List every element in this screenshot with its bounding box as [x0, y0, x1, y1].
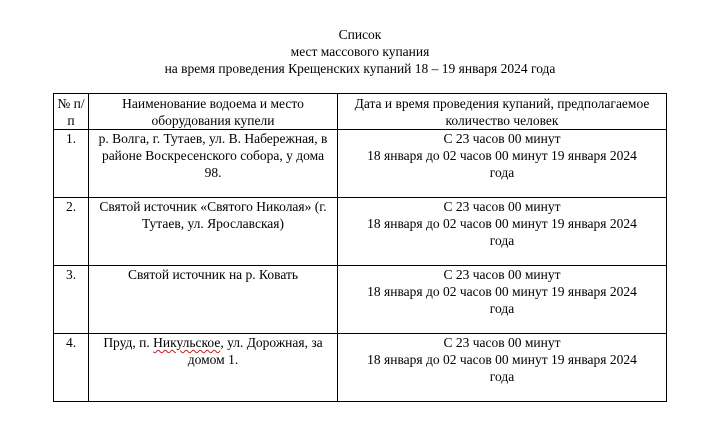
table-row [54, 130, 667, 198]
heading-subtitle: мест массового купания [290, 44, 430, 59]
row-place-name: Святой источник «Святого Николая» (г. Тутаев, ул. Ярославская) [89, 198, 338, 266]
row-place-name [89, 334, 338, 402]
bathing-places-table [53, 93, 667, 402]
place-name-text: , ул. Дорожная, за домом 1. [187, 335, 323, 367]
row-number: 3. [54, 266, 89, 334]
row-number: 2. [54, 198, 89, 266]
heading-period: на время проведения Крещенских купаний 18 – 19 января 2024 года [164, 61, 556, 76]
document-heading [0, 26, 720, 77]
date-line: С 23 часов 00 минут [443, 131, 561, 146]
date-line: 18 января до 02 часов 00 минут 19 января 2024 [367, 352, 637, 367]
header-place-name: Наименование водоема и место оборудования купели [89, 94, 338, 130]
heading-title: Список [338, 27, 382, 42]
row-date-time [338, 266, 667, 334]
row-number: 1. [54, 130, 89, 198]
table-row [54, 334, 667, 402]
row-date-time [338, 130, 667, 198]
row-place-name: р. Волга, г. Тутаев, ул. В. Набережная, в районе Воскресенского собора, у дома 98. [89, 130, 338, 198]
row-place-name: Святой источник на р. Ковать [89, 266, 338, 334]
spellcheck-underlined-word: Никульское [153, 335, 221, 350]
table-header-row [54, 94, 667, 130]
table-row [54, 266, 667, 334]
date-line: 18 января до 02 часов 00 минут 19 января 2024 [367, 148, 637, 163]
row-number: 4. [54, 334, 89, 402]
date-line: 18 января до 02 часов 00 минут 19 января 2024 [367, 284, 637, 299]
date-line: года [489, 369, 515, 384]
date-line: С 23 часов 00 минут [443, 199, 561, 214]
date-line: года [489, 301, 515, 316]
place-name-text: Пруд, п. [103, 335, 154, 350]
header-number: № п/п [54, 94, 89, 130]
row-date-time [338, 198, 667, 266]
date-line: 18 января до 02 часов 00 минут 19 января 2024 [367, 216, 637, 231]
table-row [54, 198, 667, 266]
header-date-time: Дата и время проведения купаний, предполагаемое количество человек [338, 94, 667, 130]
row-date-time [338, 334, 667, 402]
date-line: года [489, 165, 515, 180]
date-line: С 23 часов 00 минут [443, 267, 561, 282]
date-line: С 23 часов 00 минут [443, 335, 561, 350]
date-line: года [489, 233, 515, 248]
